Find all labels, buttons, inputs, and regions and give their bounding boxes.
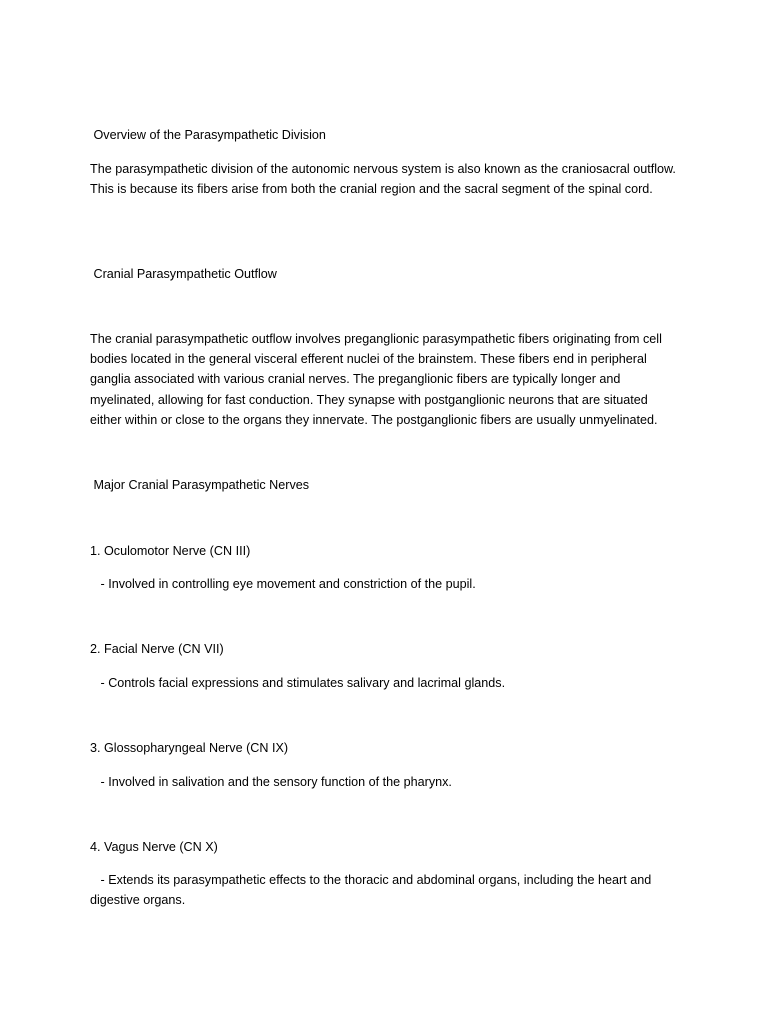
nerve-item-description: - Controls facial expressions and stimulates salivary and lacrimal glands. bbox=[90, 676, 506, 690]
nerve-item-description: - Extends its parasympathetic effects to the thoracic and abdominal organs, including the heart and digestive organs. bbox=[90, 873, 655, 908]
overview-heading: Overview of the Parasympathetic Division bbox=[90, 128, 326, 142]
overview-paragraph: The parasympathetic division of the autonomic nervous system is also known as the craniosacral outflow. This is because its fibers arise from both the cranial region and the sacral segment of the spinal cord. bbox=[90, 162, 680, 197]
nerve-item-description: - Involved in controlling eye movement and constriction of the pupil. bbox=[90, 577, 476, 591]
nerve-item-description: - Involved in salivation and the sensory function of the pharynx. bbox=[90, 775, 452, 789]
cranial-outflow-heading: Cranial Parasympathetic Outflow bbox=[90, 267, 277, 281]
major-nerves-heading: Major Cranial Parasympathetic Nerves bbox=[90, 478, 310, 492]
cranial-outflow-paragraph: The cranial parasympathetic outflow involves preganglionic parasympathetic fibers originating from cell bodies located in the general visceral efferent nuclei of the brainstem. These fibers end in peripheral ganglia associated with various cranial nerves. The preganglionic fibers are typically longer and myelinated, allowing for fast conduction. They synapse with postganglionic neurons that are situated either within or close to the organs they innervate. The postganglionic fibers are usually unmyelinated. bbox=[90, 332, 666, 427]
nerve-item-title: 2. Facial Nerve (CN VII) bbox=[90, 642, 224, 656]
nerve-item-title: 4. Vagus Nerve (CN X) bbox=[90, 840, 218, 854]
nerve-item-title: 1. Oculomotor Nerve (CN III) bbox=[90, 544, 251, 558]
nerve-item-title: 3. Glossopharyngeal Nerve (CN IX) bbox=[90, 741, 289, 755]
